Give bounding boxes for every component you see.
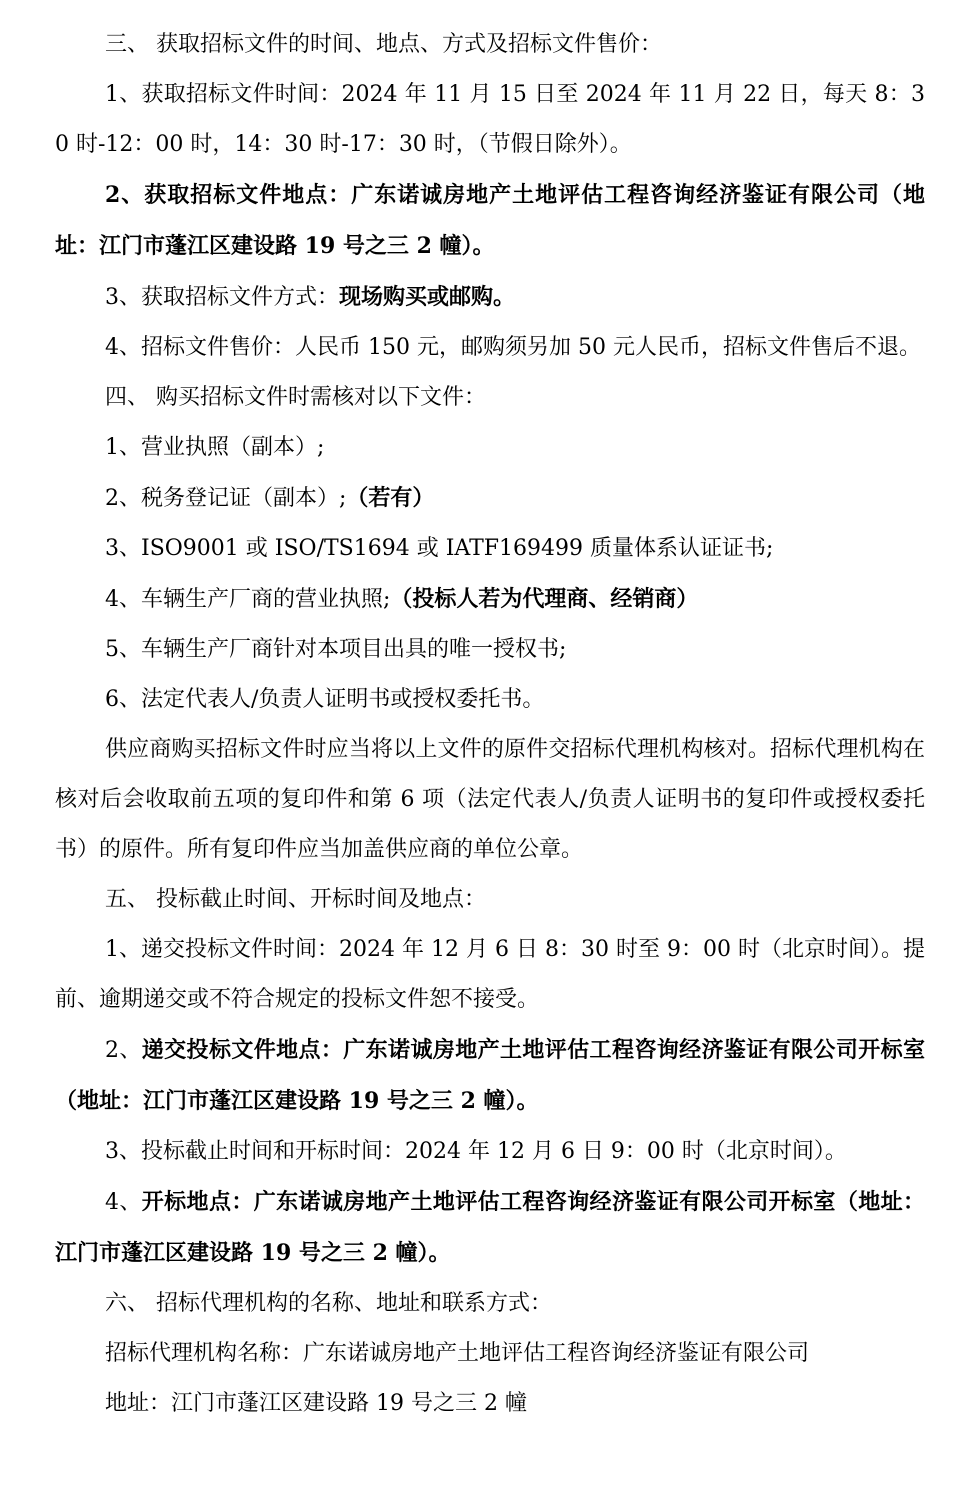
- paragraph-s5-item4-text: 4、: [105, 1190, 142, 1215]
- paragraph-s4-note-text: 供应商购买招标文件时应当将以上文件的原件交招标代理机构核对。招标代理机构在核对后会收取前五项的复印件和第 6 项（法定代表人/负责人证明书的复印件或授权委托书）的原件。所有复印件应当加盖供应商的单位公章。: [55, 737, 925, 862]
- paragraph-s5-item4: [55, 1177, 925, 1279]
- paragraph-s3-item3-text: 3、获取招标文件方式：: [105, 285, 339, 310]
- paragraph-s5-heading: [55, 875, 925, 925]
- paragraph-s4-heading-text: 四、 购买招标文件时需核对以下文件：: [105, 385, 486, 410]
- paragraph-s4-item3: [55, 524, 925, 574]
- paragraph-s4-item2-text: （若有）: [346, 485, 435, 511]
- paragraph-s6-address: [55, 1379, 925, 1429]
- paragraph-s3-item2: [55, 170, 925, 272]
- paragraph-s4-item1: [55, 423, 925, 473]
- paragraph-s4-item4-text: （投标人若为代理商、经销商）: [390, 586, 699, 612]
- paragraph-s5-item2: [55, 1025, 925, 1127]
- paragraph-s3-item2-text: 2、获取招标文件地点：广东诺诚房地产土地评估工程咨询经济鉴证有限公司（地址：江门市蓬江区建设路 19 号之三 2 幢）。: [55, 182, 925, 259]
- paragraph-s4-item6-text: 6、法定代表人/负责人证明书或授权委托书。: [105, 687, 545, 712]
- paragraph-s5-item3-text: 3、投标截止时间和开标时间：2024 年 12 月 6 日 9：00 时（北京时间）。: [105, 1139, 847, 1164]
- paragraph-s5-item3: [55, 1127, 925, 1177]
- paragraph-s3-item1-text: 1、获取招标文件时间：2024 年 11 月 15 日至 2024 年 11 月 22 日，每天 8：30 时-12：00 时，14：30 时-17：30 时，（节假日除外）。: [55, 82, 925, 157]
- paragraph-s6-heading: [55, 1279, 925, 1329]
- paragraph-s3-heading-text: 三、 获取招标文件的时间、地点、方式及招标文件售价：: [105, 32, 662, 57]
- paragraph-s5-item1-text: 1、递交投标文件时间：2024 年 12 月 6 日 8：30 时至 9：00 时（北京时间）。提前、逾期递交或不符合规定的投标文件恕不接受。: [55, 937, 925, 1012]
- paragraph-s5-heading-text: 五、 投标截止时间、开标时间及地点：: [105, 887, 486, 912]
- paragraph-s4-item4: [55, 574, 925, 625]
- paragraph-s4-item6: [55, 675, 925, 725]
- paragraph-s6-name: [55, 1329, 925, 1379]
- paragraph-s6-name-text: 招标代理机构名称：广东诺诚房地产土地评估工程咨询经济鉴证有限公司: [105, 1341, 810, 1366]
- paragraph-s3-item4: [55, 323, 925, 373]
- paragraph-s3-item1: [55, 70, 925, 170]
- paragraph-s5-item4-text: 开标地点：广东诺诚房地产土地评估工程咨询经济鉴证有限公司开标室（地址：江门市蓬江区建设路 19 号之三 2 幢）。: [55, 1189, 925, 1266]
- paragraph-s5-item2-text: 递交投标文件地点：广东诺诚房地产土地评估工程咨询经济鉴证有限公司开标室（地址：江门市蓬江区建设路 19 号之三 2 幢）。: [55, 1037, 925, 1114]
- paragraph-s4-item4-text: 4、车辆生产厂商的营业执照;: [105, 587, 391, 612]
- paragraph-s4-item1-text: 1、营业执照（副本）;: [105, 435, 325, 460]
- paragraph-s3-item4-text: 4、招标文件售价：人民币 150 元，邮购须另加 50 元人民币，招标文件售后不退。: [105, 335, 921, 360]
- paragraph-s6-address-text: 地址：江门市蓬江区建设路 19 号之三 2 幢: [105, 1391, 527, 1416]
- paragraph-s4-item2-text: 2、税务登记证（副本）;: [105, 486, 347, 511]
- paragraph-s4-item5: [55, 625, 925, 675]
- paragraph-s4-note: [55, 725, 925, 875]
- paragraph-s4-item3-text: 3、ISO9001 或 ISO/TS1694 或 IATF169499 质量体系认证证书;: [105, 536, 774, 561]
- paragraph-s4-heading: [55, 373, 925, 423]
- paragraph-s3-item3-text: 现场购买或邮购。: [339, 284, 516, 310]
- paragraph-s3-heading: [55, 20, 925, 70]
- paragraph-s5-item1: [55, 925, 925, 1025]
- document-body: [55, 20, 925, 1429]
- paragraph-s6-heading-text: 六、 招标代理机构的名称、地址和联系方式：: [105, 1291, 552, 1316]
- paragraph-s5-item2-text: 2、: [105, 1038, 142, 1063]
- paragraph-s3-item3: [55, 272, 925, 323]
- paragraph-s4-item2: [55, 473, 925, 524]
- paragraph-s4-item5-text: 5、车辆生产厂商针对本项目出具的唯一授权书;: [105, 637, 567, 662]
